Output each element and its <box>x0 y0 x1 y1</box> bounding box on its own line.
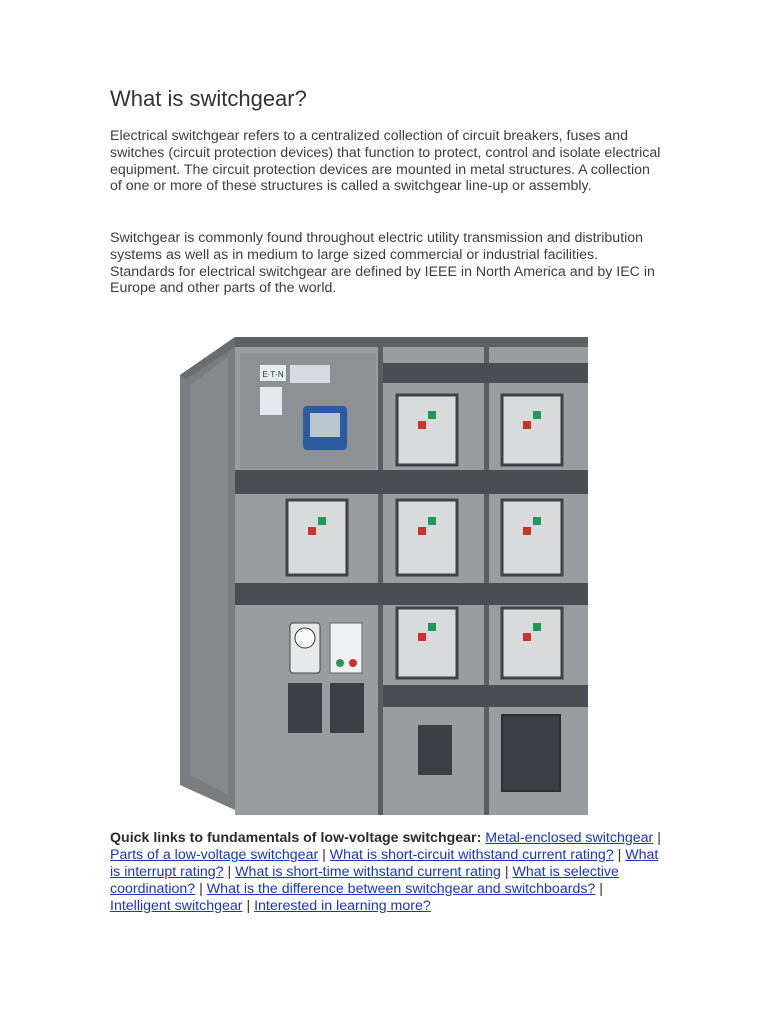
link-short-circuit-withstand[interactable]: What is short-circuit withstand current rating? <box>329 846 614 863</box>
page-title: What is switchgear? <box>110 86 307 111</box>
link-separator: | <box>504 863 509 880</box>
switchgear-image <box>110 315 662 820</box>
link-separator: | <box>246 897 251 914</box>
link-interrupt-rating[interactable]: What is interrupt rating? <box>110 846 659 880</box>
link-selective-coordination[interactable]: What is selective coordination? <box>110 863 619 897</box>
link-parts-of-switchgear[interactable]: Parts of a low-voltage switchgear <box>110 846 319 863</box>
link-metal-enclosed-switchgear[interactable]: Metal-enclosed switchgear <box>485 830 654 846</box>
link-learn-more[interactable]: Interested in learning more? <box>254 897 431 914</box>
link-separator: | <box>657 830 661 846</box>
brand-label: E·T·N <box>262 370 284 379</box>
quick-links-paragraph <box>110 830 662 915</box>
link-separator: | <box>322 846 326 863</box>
link-separator: | <box>617 846 622 863</box>
link-switchgear-vs-switchboards[interactable]: What is the difference between switchgear and switchboards? <box>206 880 596 897</box>
switchgear-illustration <box>110 315 662 820</box>
quick-links-heading: Quick links to fundamentals of low-voltage switchgear: <box>110 830 482 846</box>
link-separator: | <box>227 863 232 880</box>
link-separator: | <box>199 880 203 897</box>
link-intelligent-switchgear[interactable]: Intelligent switchgear <box>110 897 243 914</box>
link-short-time-withstand[interactable]: What is short-time withstand current rating <box>235 863 501 880</box>
paragraph-definition: Electrical switchgear refers to a centralized collection of circuit breakers, fuses and switches (circuit protection devices) that function to protect, control and isolate electrical equipment. The circuit protection devices are mounted in metal structures. A collection of one or more of these structures is called a switchgear line-up or assembly. <box>110 128 661 195</box>
link-separator: | <box>599 880 603 897</box>
paragraph-applications: Switchgear is commonly found throughout electric utility transmission and distribution systems as well as in medium to large sized commercial or industrial facilities. Standards for electrical switchgear are defined by IEEE in North America and by IEC in Europe and other parts of the world. <box>110 230 655 297</box>
